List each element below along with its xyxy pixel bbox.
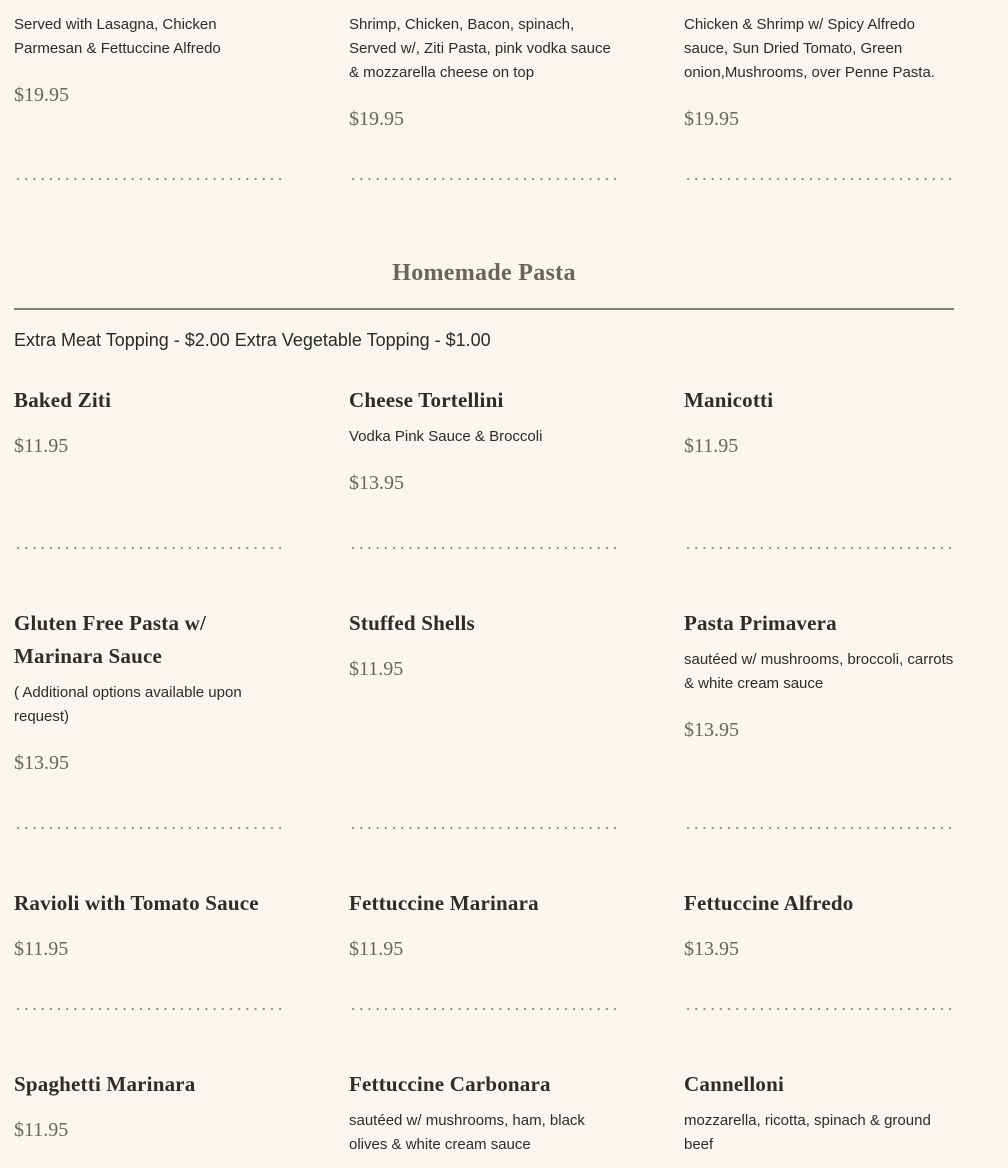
menu-item <box>14 1068 286 1142</box>
menu-item <box>14 607 286 775</box>
item-name: Spaghetti Marinara <box>14 1072 196 1096</box>
item-price: $11.95 <box>349 938 404 960</box>
item-name: Fettuccine Alfredo <box>684 891 854 915</box>
menu-item <box>349 607 621 681</box>
menu-item <box>684 13 956 131</box>
item-name: Gluten Free Pasta w/ Marinara Sauce <box>14 611 206 668</box>
item-price: $11.95 <box>14 435 69 457</box>
item-price: $19.95 <box>684 108 739 130</box>
section-title: Homemade Pasta <box>392 260 576 286</box>
item-description: sautéed w/ mushrooms, ham, black olives & white cream sauce <box>349 1112 585 1153</box>
item-name: Cheese Tortellini <box>349 388 504 412</box>
item-price: $13.95 <box>684 719 739 741</box>
menu-item <box>349 13 621 131</box>
menu-item <box>349 1068 621 1157</box>
dotted-divider <box>684 825 956 831</box>
menu-item <box>684 1068 956 1157</box>
item-name: Stuffed Shells <box>349 611 475 635</box>
dotted-divider <box>14 545 286 551</box>
menu-item <box>14 887 286 961</box>
menu-item <box>349 384 621 495</box>
item-price: $19.95 <box>14 84 69 106</box>
menu-item <box>349 887 621 961</box>
item-price: $19.95 <box>349 108 404 130</box>
item-price: $11.95 <box>349 658 404 680</box>
item-name: Baked Ziti <box>14 388 112 412</box>
dotted-divider <box>349 825 621 831</box>
menu-item <box>14 13 286 107</box>
item-price: $13.95 <box>14 752 69 774</box>
item-name: Pasta Primavera <box>684 611 837 635</box>
dotted-divider <box>14 1006 286 1012</box>
item-name: Fettuccine Carbonara <box>349 1072 551 1096</box>
section-divider <box>14 308 954 310</box>
dotted-divider <box>684 545 956 551</box>
item-price: $13.95 <box>349 472 404 494</box>
item-name: Fettuccine Marinara <box>349 891 539 915</box>
item-description: sautéed w/ mushrooms, broccoli, carrots & white cream sauce <box>684 651 954 692</box>
dotted-divider <box>684 1006 956 1012</box>
dotted-divider <box>14 825 286 831</box>
item-price: $11.95 <box>14 1119 69 1141</box>
menu-item <box>684 384 956 458</box>
dotted-divider <box>14 176 286 182</box>
section-note: Extra Meat Topping - $2.00 Extra Vegetable Topping - $1.00 <box>14 330 491 350</box>
item-description: Served with Lasagna, Chicken Parmesan & Fettuccine Alfredo <box>14 16 221 57</box>
item-description: Vodka Pink Sauce & Broccoli <box>349 428 543 445</box>
item-name: Ravioli with Tomato Sauce <box>14 891 259 915</box>
dotted-divider <box>684 176 956 182</box>
dotted-divider <box>349 176 621 182</box>
dotted-divider <box>349 545 621 551</box>
menu-item <box>684 607 956 742</box>
item-name: Manicotti <box>684 388 774 412</box>
item-description: Chicken & Shrimp w/ Spicy Alfredo sauce, Sun Dried Tomato, Green onion,Mushrooms, over Penne Pasta. <box>684 16 935 81</box>
item-price: $11.95 <box>684 435 739 457</box>
item-name: Cannelloni <box>684 1072 785 1096</box>
item-price: $13.95 <box>684 938 739 960</box>
menu-item <box>684 887 956 961</box>
menu-item <box>14 384 286 458</box>
item-description: ( Additional options available upon request) <box>14 684 242 725</box>
dotted-divider <box>349 1006 621 1012</box>
item-description: mozzarella, ricotta, spinach & ground beef <box>684 1112 931 1153</box>
item-price: $11.95 <box>14 938 69 960</box>
item-description: Shrimp, Chicken, Bacon, spinach, Served w/, Ziti Pasta, pink vodka sauce & mozzarella cheese on top <box>349 16 611 81</box>
